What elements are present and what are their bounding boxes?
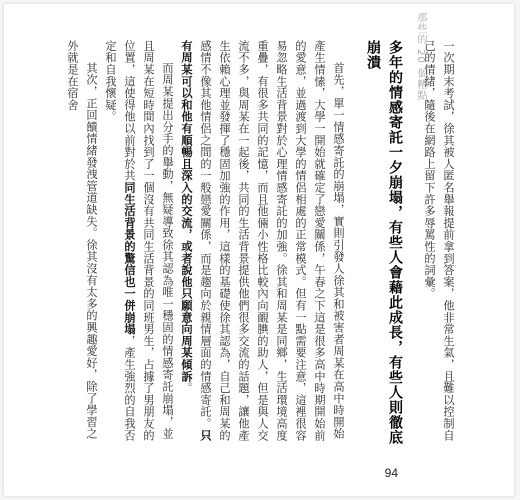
running-header: 那些的 20 個糟點	[415, 12, 426, 102]
paragraph-2	[101, 40, 177, 450]
section-heading: 多年的情感寄託一夕崩塌，有些人會藉此成長，有些人則徹底崩潰	[365, 40, 403, 445]
paragraph-1-end: 。	[180, 382, 193, 395]
book-page	[4, 4, 514, 496]
emphasis-text-1: 只有周某可以和他有順暢且深入的交流，或者說他只願意向周某傾訴	[180, 40, 212, 442]
paragraph-2-end: ，產生強烈的自我否定和自我懷疑。	[104, 40, 136, 442]
paragraph-3: 其次，正回饋情緒發洩管道缺失。徐其沒有太多的興趣愛好，除了學習之外就是在宿舍	[66, 40, 98, 440]
paragraph-2-text: 而周某提出分手的舉動，無疑導致徐其認為唯一穩固的情感寄託崩塌，並且周某在短時間內找到了一個沒有共同生活背景的同班男生，占據了男朋友的位置，這使得他以前對於共	[123, 40, 174, 442]
paragraph-intro: 一次期末考試，徐其被人匿名舉報提前拿到答案，他非常生氣，且難以控制自己的情緒，隨後在網路上留下許多辱罵性的詞彙。	[423, 40, 455, 442]
paragraph-1	[177, 40, 348, 450]
text-body	[63, 40, 458, 450]
page-number: 94	[384, 466, 398, 480]
emphasis-text-2: 同生活背景的驚信也一併崩塌	[123, 181, 136, 336]
paragraph-1-text: 首先，單一情感寄託的崩塌，實則引發人徐其和被害者周某在高中時開始產生情愫，大學一開始就確定了戀愛關係，午春之下這是很多高中時期開始前的愛意，並過渡到大學的情侶相處的正常模式。但有一點需要注意，這裡很容易忽略生活背景對於心理情感寄託的加強。徐其和周某是同鄉，生活環境高度重疊，有很多共同的記憶，而且他倆小性格比較內向靦腆的助人，但是與人交流不多，與周某在一起後，共同的生活背景提供他們很多交流的話題，讓他產生依賴心理並發揮了穩固加強的作用，這樣的基礎使徐其認為，自己和周某的感情不像其他情侶之間的一般戀愛關係，而是趨向於親情層面的情感寄託。	[199, 40, 345, 442]
